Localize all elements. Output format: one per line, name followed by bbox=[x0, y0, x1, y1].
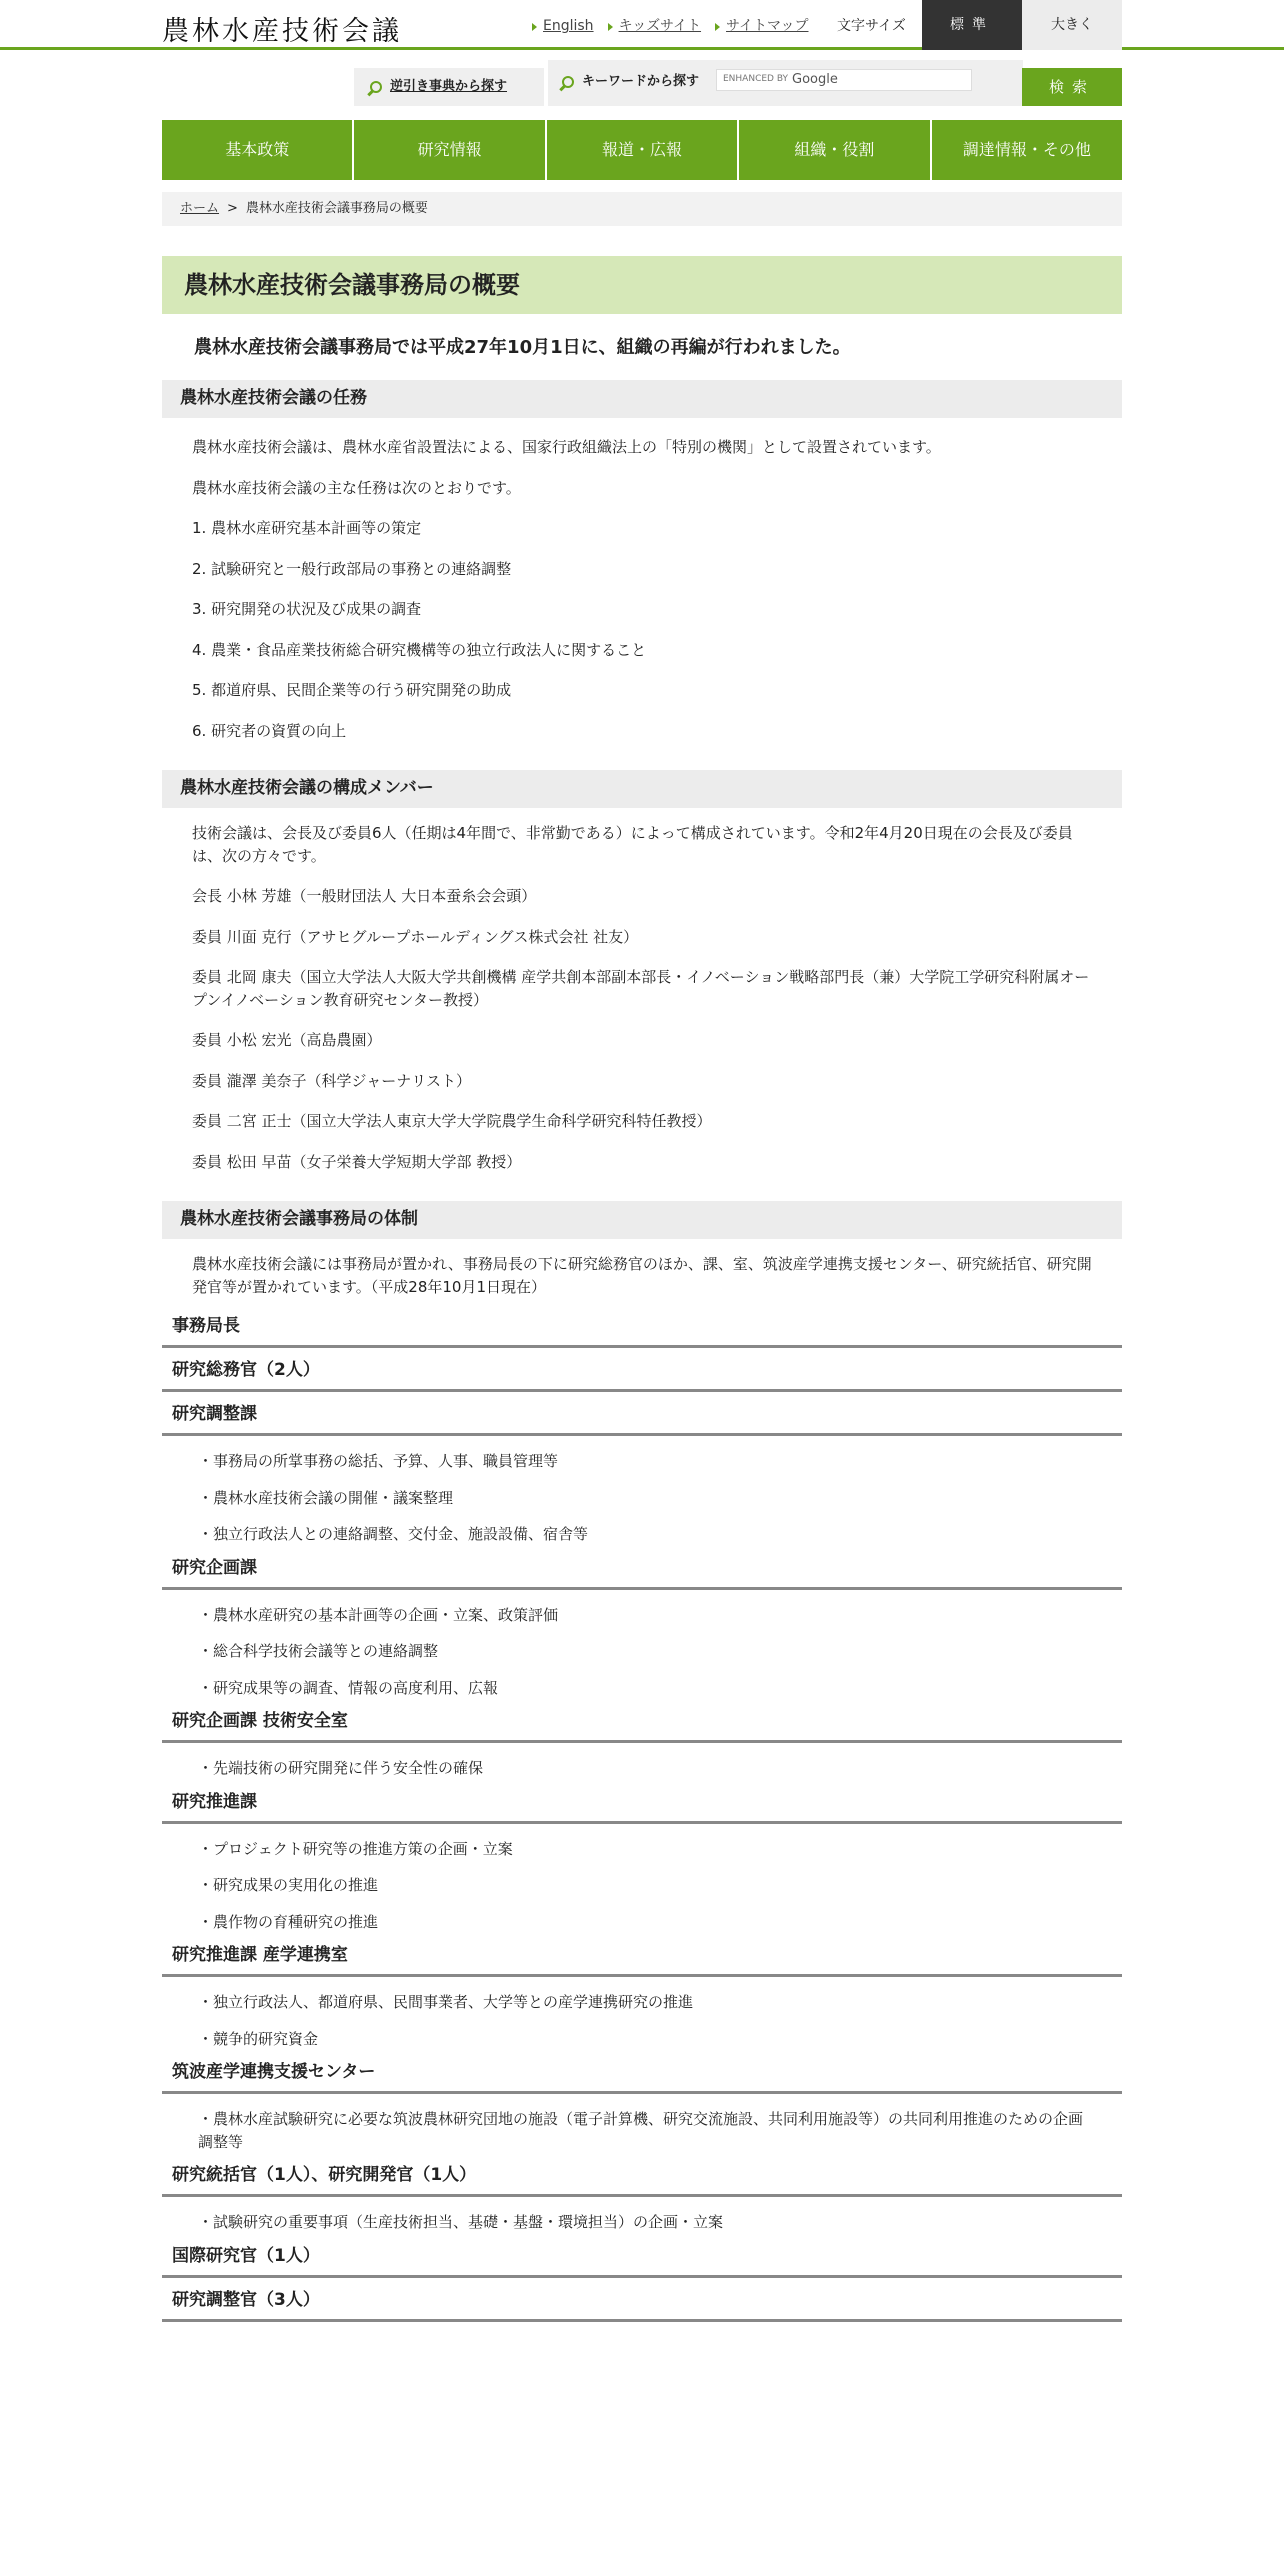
font-size-label: 文字サイズ bbox=[837, 18, 906, 34]
list-item: 6. 研究者の資質の向上 bbox=[192, 721, 347, 740]
font-size-standard-button[interactable]: 標準 bbox=[922, 0, 1022, 50]
site-header bbox=[0, 0, 1284, 50]
section-members bbox=[162, 822, 1122, 1173]
sitemap-link[interactable]: サイトマップ bbox=[715, 16, 808, 37]
paragraph: 農林水産技術会議は、農林水産省設置法による、国家行政組織法上の「特別の機関」として設置されています。 bbox=[192, 438, 941, 456]
unit-heading: 研究調整課 bbox=[162, 1392, 1122, 1436]
lead-text: 農林水産技術会議事務局では平成27年10月1日に、組織の再編が行われました。 bbox=[194, 337, 851, 358]
global-nav bbox=[162, 120, 1122, 180]
unit-heading: 研究推進課 産学連携室 bbox=[162, 1933, 1122, 1977]
list-item: 2. 試験研究と一般行政部局の事務との連絡調整 bbox=[192, 559, 512, 578]
list-item: 3. 研究開発の状況及び成果の調査 bbox=[192, 600, 422, 618]
arrow-icon bbox=[715, 23, 720, 31]
paragraph: 技術会議は、会長及び委員6人（任期は4年間で、非常勤である）によって構成されています。令和2年4月20日現在の会長及び委員は、次の方々です。 bbox=[192, 824, 1073, 865]
section-title: 農林水産技術会議の構成メンバー bbox=[162, 770, 1122, 808]
member-item: 委員 川面 克行（アサヒグループホールディングス株式会社 社友） bbox=[192, 927, 639, 946]
arrow-icon bbox=[608, 23, 613, 31]
section-title: 農林水産技術会議事務局の体制 bbox=[162, 1201, 1122, 1239]
section-structure bbox=[162, 1253, 1122, 2322]
search-icon bbox=[370, 81, 382, 93]
font-size-large-button[interactable]: 大きく bbox=[1022, 0, 1122, 50]
search-icon bbox=[562, 76, 574, 88]
unit-heading: 研究推進課 bbox=[162, 1780, 1122, 1824]
search-input[interactable]: ENHANCED BY Google bbox=[716, 69, 972, 91]
list-item: ・総合科学技術会議等との連絡調整 bbox=[198, 1642, 439, 1660]
paragraph: 農林水産技術会議の主な任務は次のとおりです。 bbox=[192, 478, 521, 497]
unit-heading: 研究統括官（1人）、研究開発官（1人） bbox=[162, 2153, 1122, 2197]
breadcrumb bbox=[162, 192, 1122, 226]
member-item: 委員 松田 早苗（女子栄養大学短期大学部 教授） bbox=[192, 1152, 522, 1171]
list-item: ・研究成果等の調査、情報の高度利用、広報 bbox=[198, 1678, 499, 1697]
section-mission bbox=[162, 418, 1122, 742]
list-item: ・先端技術の研究開発に伴う安全性の確保 bbox=[198, 1759, 484, 1777]
nav-organization[interactable]: 組織・役割 bbox=[737, 120, 929, 180]
nav-press[interactable]: 報道・広報 bbox=[545, 120, 737, 180]
unit-heading: 研究企画課 bbox=[162, 1546, 1122, 1590]
site-logo[interactable]: 農林水産技術会議 bbox=[162, 16, 402, 47]
section-title: 農林水産技術会議の任務 bbox=[162, 380, 1122, 418]
unit-heading: 研究総務官（2人） bbox=[162, 1348, 1122, 1392]
keyword-search-label: キーワードから探す bbox=[562, 72, 699, 92]
list-item: ・農作物の育種研究の推進 bbox=[198, 1912, 379, 1931]
nav-research-info[interactable]: 研究情報 bbox=[352, 120, 544, 180]
breadcrumb-current: 農林水産技術会議事務局の概要 bbox=[245, 201, 428, 217]
list-item: ・独立行政法人、都道府県、民間事業者、大学等との産学連携研究の推進 bbox=[198, 1993, 694, 2011]
list-item: ・競争的研究資金 bbox=[198, 2029, 319, 2048]
keyword-search-box bbox=[548, 60, 1023, 106]
breadcrumb-separator: > bbox=[227, 201, 238, 217]
unit-heading: 研究調整官（3人） bbox=[162, 2278, 1122, 2322]
list-item: ・プロジェクト研究等の推進方策の企画・立案 bbox=[198, 1839, 513, 1858]
member-item: 委員 小松 宏光（高島農園） bbox=[192, 1031, 382, 1049]
list-item: ・農林水産試験研究に必要な筑波農林研究団地の施設（電子計算機、研究交流施設、共同利用施設等）の共同利用推進のための企画調整等 bbox=[198, 2110, 1084, 2151]
breadcrumb-home[interactable]: ホーム bbox=[180, 201, 220, 217]
english-link[interactable]: English bbox=[532, 16, 594, 37]
page-title: 農林水産技術会議事務局の概要 bbox=[162, 256, 1122, 314]
unit-heading: 国際研究官（1人） bbox=[162, 2234, 1122, 2278]
member-item: 委員 瀧澤 美奈子（科学ジャーナリスト） bbox=[192, 1071, 471, 1090]
search-button[interactable]: 検索 bbox=[1022, 68, 1122, 106]
list-item: 5. 都道府県、民間企業等の行う研究開発の助成 bbox=[192, 681, 512, 699]
list-item: ・研究成果の実用化の推進 bbox=[198, 1876, 379, 1894]
member-item: 委員 北岡 康夫（国立大学法人大阪大学共創機構 産学共創本部副本部長・イノベーション戦略部門長（兼）大学院工学研究科附属オープンイノベーション教育研究センター教授） bbox=[192, 968, 1090, 1009]
top-links bbox=[532, 16, 809, 37]
kids-site-link[interactable]: キッズサイト bbox=[608, 16, 701, 37]
reverse-dictionary-link[interactable]: 逆引き事典から探す bbox=[354, 68, 544, 106]
list-item: 1. 農林水産研究基本計画等の策定 bbox=[192, 519, 422, 537]
unit-heading: 事務局長 bbox=[162, 1304, 1122, 1348]
nav-procurement[interactable]: 調達情報・その他 bbox=[930, 120, 1122, 180]
paragraph: 農林水産技術会議には事務局が置かれ、事務局長の下に研究総務官のほか、課、室、筑波産学連携支援センター、研究統括官、研究開発官等が置かれています。（平成28年10月1日現在） bbox=[192, 1255, 1092, 1296]
unit-heading: 研究企画課 技術安全室 bbox=[162, 1699, 1122, 1743]
arrow-icon bbox=[532, 23, 537, 31]
list-item: ・事務局の所掌事務の総括、予算、人事、職員管理等 bbox=[198, 1452, 559, 1470]
search-bar bbox=[162, 50, 1122, 106]
list-item: ・試験研究の重要事項（生産技術担当、基礎・基盤・環境担当）の企画・立案 bbox=[198, 2213, 724, 2231]
unit-heading: 筑波産学連携支援センター bbox=[162, 2050, 1122, 2094]
list-item: ・農林水産技術会議の開催・議案整理 bbox=[198, 1488, 454, 1507]
member-item: 委員 二宮 正士（国立大学法人東京大学大学院農学生命科学研究科特任教授） bbox=[192, 1112, 712, 1130]
nav-basic-policy[interactable]: 基本政策 bbox=[162, 120, 352, 180]
list-item: 4. 農業・食品産業技術総合研究機構等の独立行政法人に関すること bbox=[192, 640, 647, 659]
list-item: ・農林水産研究の基本計画等の企画・立案、政策評価 bbox=[198, 1605, 559, 1624]
list-item: ・独立行政法人との連絡調整、交付金、施設設備、宿舎等 bbox=[198, 1525, 589, 1543]
member-item: 会長 小林 芳雄（一般財団法人 大日本蚕糸会会頭） bbox=[192, 887, 537, 905]
